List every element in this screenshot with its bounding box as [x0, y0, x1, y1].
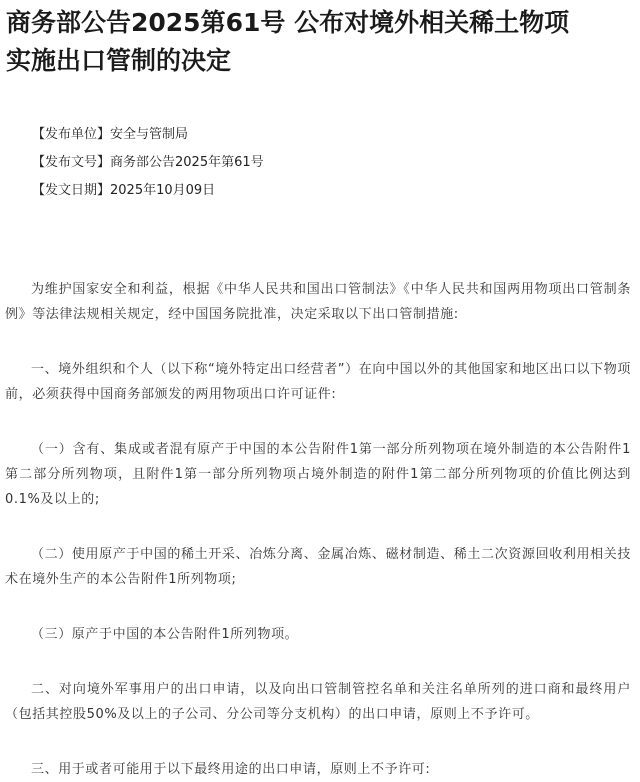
meta-issue-date: 【发文日期】2025年10月09日 [32, 183, 216, 198]
meta-document-number: 【发布文号】商务部公告2025年第61号 [32, 155, 264, 170]
article-body [5, 277, 631, 782]
article-title-line-1: 商务部公告2025第61号 公布对境外相关稀土物项 [6, 8, 570, 37]
paragraph-section-3: 三、用于或者可能用于以下最终用途的出口申请，原则上不予许可: [31, 762, 431, 777]
paragraph-section-2: 二、对向境外军事用户的出口申请，以及向出口管制管控名单和关注名单所列的进口商和最终用户（包括其控股50%及以上的子公司、分公司等分支机构）的出口申请，原则上不予许可。 [5, 682, 631, 722]
paragraph-section-1: 一、境外组织和个人（以下称“境外特定出口经营者”）在向中国以外的其他国家和地区出口以下物项前，必须获得中国商务部颁发的两用物项出口许可证件: [5, 362, 631, 402]
paragraph-item-3: （三）原产于中国的本公告附件1所列物项。 [31, 627, 299, 642]
article-title-line-2: 实施出口管制的决定 [6, 46, 232, 75]
article-title [6, 4, 636, 80]
document-meta [32, 121, 264, 205]
meta-issuing-unit: 【发布单位】安全与管制局 [32, 127, 189, 142]
paragraph-preamble: 为维护国家安全和利益，根据《中华人民共和国出口管制法》《中华人民共和国两用物项出口管制条例》等法律法规相关规定，经中国国务院批准，决定采取以下出口管制措施: [5, 282, 631, 322]
paragraph-item-1: （一）含有、集成或者混有原产于中国的本公告附件1第一部分所列物项在境外制造的本公告附件1第二部分所列物项，且附件1第一部分所列物项占境外制造的附件1第二部分所列物项的价值比例达到0.1%及以上的; [5, 442, 631, 507]
paragraph-item-2: （二）使用原产于中国的稀土开采、冶炼分离、金属冶炼、磁材制造、稀土二次资源回收利用相关技术在境外生产的本公告附件1所列物项; [5, 547, 631, 587]
